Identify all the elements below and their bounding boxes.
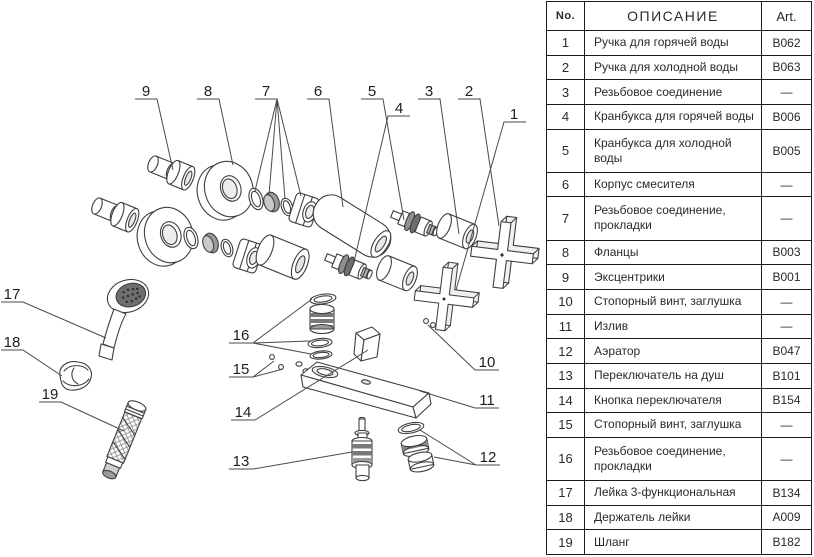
table-row (547, 172, 812, 197)
callout-4: 4 (394, 100, 404, 117)
mixer-body-part (307, 188, 397, 263)
row-art: B006 (762, 104, 812, 129)
callout-leader-3 (418, 99, 459, 234)
threaded-sleeve-part (253, 233, 313, 282)
callout-5: 5 (367, 83, 377, 100)
row-description: Излив (585, 314, 762, 339)
table-header-row (547, 2, 812, 31)
gasket-ring-part (219, 238, 235, 259)
row-description: Корпус смесителя (585, 172, 762, 197)
row-number: 13 (547, 363, 585, 388)
table-row (547, 437, 812, 480)
shower-holder-part (60, 362, 92, 391)
table-row (547, 55, 812, 80)
callout-15: 15 (232, 361, 250, 378)
parts-table-body (547, 31, 812, 555)
handle-cross-part (467, 213, 542, 293)
table-row (547, 104, 812, 129)
callout-16: 16 (232, 327, 250, 344)
row-number: 9 (547, 265, 585, 290)
row-description: Резьбовое соединение, прокладки (585, 437, 762, 480)
row-number: 15 (547, 413, 585, 438)
table-row (547, 480, 812, 505)
row-number: 4 (547, 104, 585, 129)
row-description: Кнопка переключателя (585, 388, 762, 413)
callout-2: 2 (464, 83, 474, 100)
row-art: B047 (762, 339, 812, 364)
threaded-sleeve-part (374, 254, 421, 293)
callout-leader-19 (39, 402, 124, 431)
table-row (547, 197, 812, 240)
threaded-cap-part (261, 190, 281, 214)
row-art: — (762, 172, 812, 197)
row-description: Резьбовое соединение (585, 80, 762, 105)
row-number: 8 (547, 240, 585, 265)
row-number: 6 (547, 172, 585, 197)
handle-cross-part (411, 259, 483, 335)
callout-1: 1 (509, 106, 519, 123)
callout-leader-17 (1, 302, 106, 338)
row-description: Лейка 3-функциональная (585, 480, 762, 505)
row-description: Аэратор (585, 339, 762, 364)
callout-17: 17 (3, 286, 21, 303)
hose-part (99, 399, 147, 482)
eccentric-part (144, 151, 197, 192)
row-art: — (762, 314, 812, 339)
row-number: 12 (547, 339, 585, 364)
row-description: Кранбукса для холодной воды (585, 129, 762, 172)
header-art: Art. (762, 2, 812, 31)
row-description: Кранбукса для горячей воды (585, 104, 762, 129)
table-row (547, 240, 812, 265)
callout-14: 14 (234, 404, 252, 421)
row-art: B101 (762, 363, 812, 388)
shower-head-part (99, 274, 153, 360)
row-art: — (762, 80, 812, 105)
row-art: A009 (762, 505, 812, 530)
diverter-cartridge-part (352, 417, 372, 480)
table-row (547, 363, 812, 388)
callout-19: 19 (41, 386, 59, 403)
callout-leader-8 (197, 99, 233, 165)
stop-screw-part (270, 355, 309, 374)
callout-leader-5 (361, 99, 404, 220)
row-art: — (762, 289, 812, 314)
row-number: 1 (547, 31, 585, 56)
row-description: Эксцентрики (585, 265, 762, 290)
row-description: Резьбовое соединение, прокладки (585, 197, 762, 240)
callout-8: 8 (203, 83, 213, 100)
row-number: 11 (547, 314, 585, 339)
callout-9: 9 (141, 83, 151, 100)
callout-18: 18 (3, 334, 21, 351)
row-art: — (762, 413, 812, 438)
callout-13: 13 (232, 453, 250, 470)
callout-leader-18 (1, 350, 62, 376)
row-number: 5 (547, 129, 585, 172)
row-art: B003 (762, 240, 812, 265)
row-number: 17 (547, 480, 585, 505)
threaded-cap-part (200, 231, 220, 255)
callout-leader-6 (307, 99, 343, 207)
callout-7: 7 (261, 83, 271, 100)
callout-leader-7 (255, 99, 301, 199)
table-row (547, 314, 812, 339)
aerator-part (397, 420, 434, 473)
callout-10: 10 (478, 354, 496, 371)
callout-6: 6 (313, 83, 323, 100)
row-description: Переключатель на душ (585, 363, 762, 388)
row-art: B001 (762, 265, 812, 290)
row-number: 14 (547, 388, 585, 413)
table-row (547, 413, 812, 438)
row-number: 10 (547, 289, 585, 314)
row-number: 2 (547, 55, 585, 80)
callout-leader-1 (456, 122, 526, 290)
row-art: B134 (762, 480, 812, 505)
callout-11: 11 (479, 392, 495, 409)
table-row (547, 289, 812, 314)
row-art: B063 (762, 55, 812, 80)
row-art: — (762, 197, 812, 240)
row-art: B154 (762, 388, 812, 413)
table-row (547, 505, 812, 530)
header-description: ОПИСАНИЕ (585, 2, 762, 31)
parts-table (546, 1, 812, 555)
row-art: B062 (762, 31, 812, 56)
row-number: 19 (547, 530, 585, 555)
cartridge-part (388, 205, 441, 242)
row-number: 3 (547, 80, 585, 105)
gasket-stack-part (308, 292, 337, 360)
row-description: Ручка для холодной воды (585, 55, 762, 80)
row-art: — (762, 437, 812, 480)
row-number: 7 (547, 197, 585, 240)
row-description: Ручка для горячей воды (585, 31, 762, 56)
table-row (547, 31, 812, 56)
row-description: Стопорный винт, заглушка (585, 289, 762, 314)
table-row (547, 129, 812, 172)
row-description: Держатель лейки (585, 505, 762, 530)
row-description: Фланцы (585, 240, 762, 265)
row-number: 18 (547, 505, 585, 530)
row-number: 16 (547, 437, 585, 480)
table-row (547, 530, 812, 555)
row-art: B182 (762, 530, 812, 555)
row-description: Шланг (585, 530, 762, 555)
table-row (547, 339, 812, 364)
eccentric-part (88, 193, 141, 234)
header-no: No. (547, 2, 585, 31)
table-row (547, 80, 812, 105)
spout-part (301, 362, 431, 418)
row-art: B005 (762, 129, 812, 172)
row-description: Стопорный винт, заглушка (585, 413, 762, 438)
callout-3: 3 (424, 83, 434, 100)
callout-12: 12 (479, 449, 497, 466)
table-row (547, 388, 812, 413)
table-row (547, 265, 812, 290)
